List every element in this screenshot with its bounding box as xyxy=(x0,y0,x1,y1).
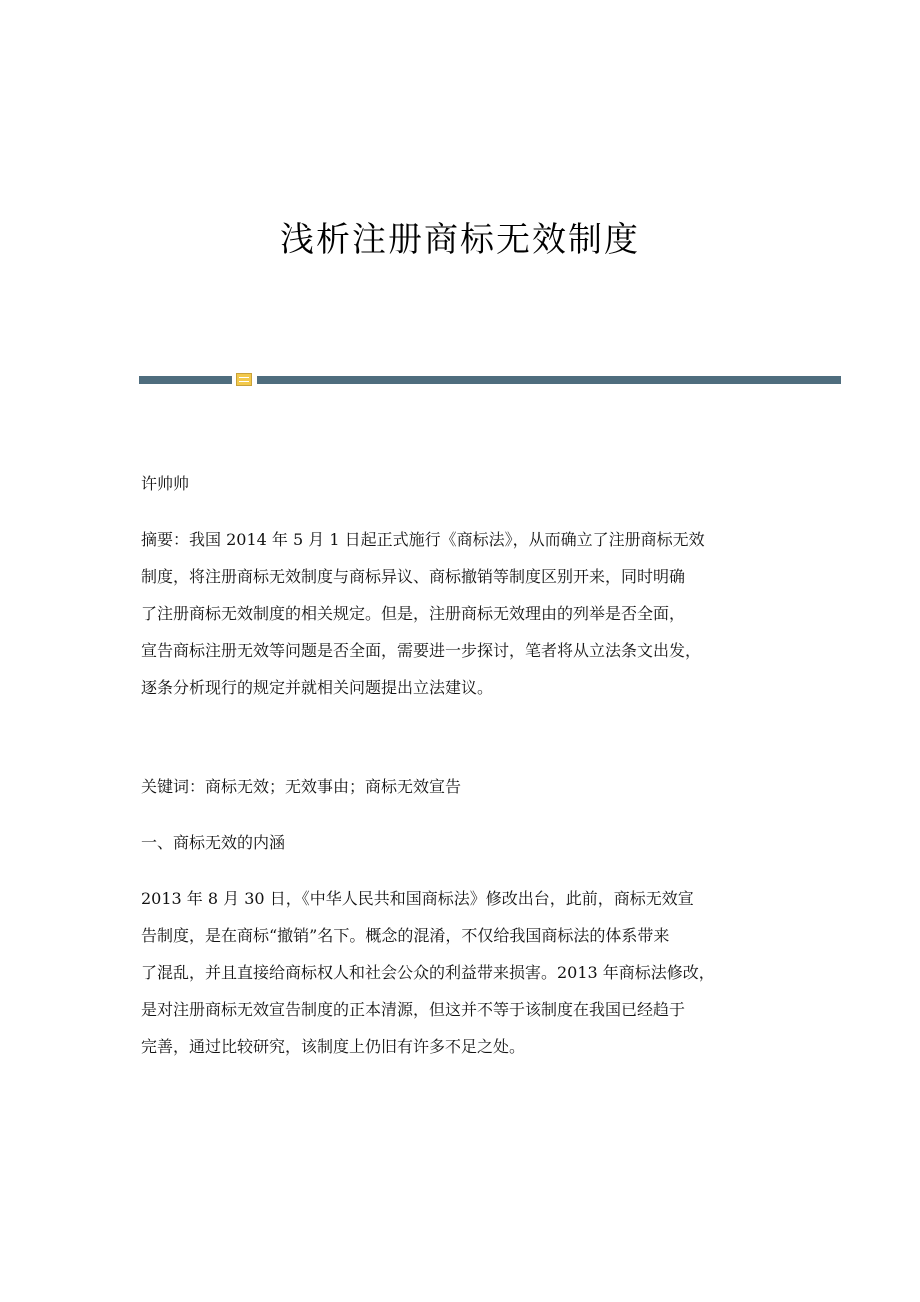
section-heading: 一、商标无效的内涵 xyxy=(141,833,286,852)
document-badge-icon xyxy=(236,373,252,386)
abstract-line: 摘要：我国 2014 年 5 月 1 日起正式施行《商标法》，从而确立了注册商标无效 xyxy=(141,530,705,549)
keywords-line: 关键词：商标无效；无效事由；商标无效宣告 xyxy=(141,777,462,796)
section-line: 告制度，是在商标“撤销”名下。概念的混淆，不仅给我国商标法的体系带来 xyxy=(141,926,670,945)
divider-bar-right xyxy=(257,376,841,384)
abstract-line: 制度，将注册商标无效制度与商标异议、商标撤销等制度区别开来，同时明确 xyxy=(141,567,686,586)
page-title: 浅析注册商标无效制度 xyxy=(280,220,640,260)
title-divider xyxy=(139,373,841,387)
abstract-line: 逐条分析现行的规定并就相关问题提出立法建议。 xyxy=(141,678,494,697)
section-line: 完善，通过比较研究，该制度上仍旧有许多不足之处。 xyxy=(141,1037,526,1056)
author-name: 许帅帅 xyxy=(141,474,190,493)
section-paragraph xyxy=(141,889,715,1074)
abstract-line: 了注册商标无效制度的相关规定。但是，注册商标无效理由的列举是否全面， xyxy=(141,604,686,623)
abstract-line: 宣告商标注册无效等问题是否全面，需要进一步探讨，笔者将从立法条文出发， xyxy=(141,641,702,660)
section-line: 了混乱，并且直接给商标权人和社会公众的利益带来损害。2013 年商标法修改， xyxy=(141,963,715,982)
section-line: 是对注册商标无效宣告制度的正本清源，但这并不等于该制度在我国已经趋于 xyxy=(141,1000,686,1019)
divider-bar-left xyxy=(139,376,232,384)
section-line: 2013 年 8 月 30 日，《中华人民共和国商标法》修改出台，此前，商标无效宣 xyxy=(141,889,694,908)
abstract-paragraph xyxy=(141,530,705,715)
